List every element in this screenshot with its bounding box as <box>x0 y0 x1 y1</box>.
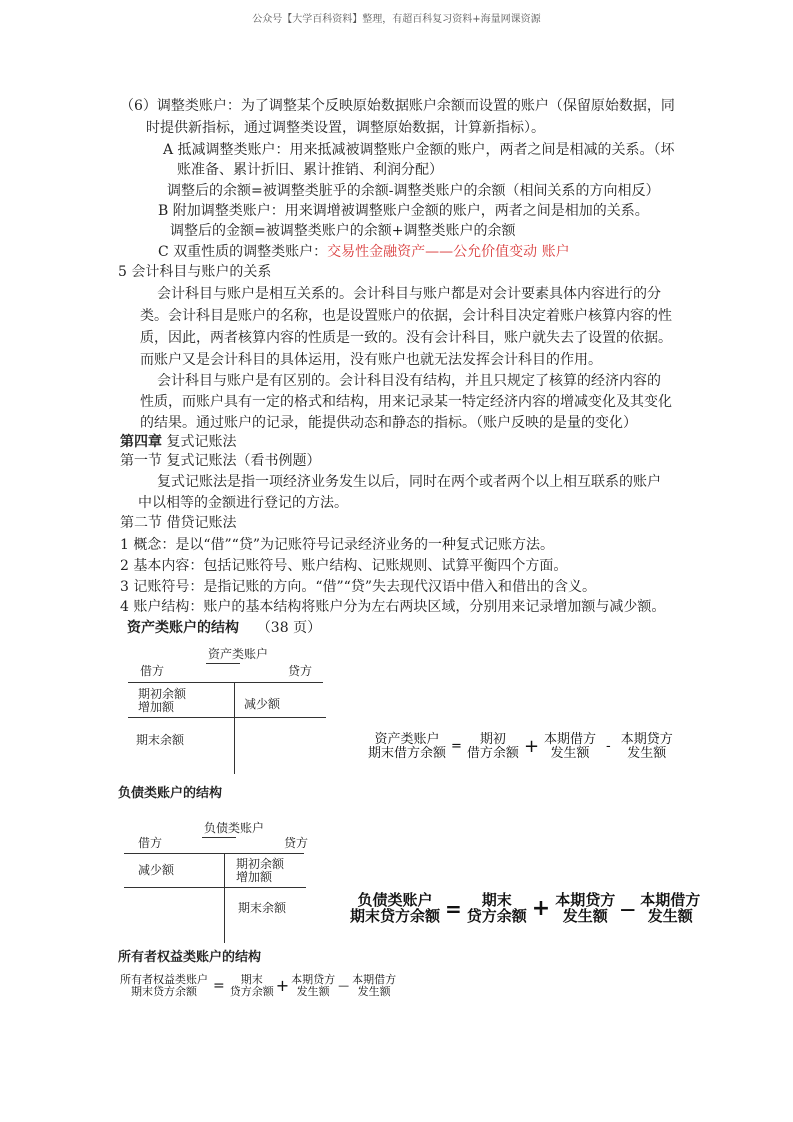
paragraph-line: 而账户又是会计科目的具体运用，没有账户也就无法发挥会计科目的作用。 <box>140 352 602 368</box>
formula-text: 发生额 <box>627 745 667 761</box>
t-horizontal-line <box>124 853 304 854</box>
formula-text: 资产类账户 <box>374 732 440 747</box>
credit-label: 贷方 <box>288 664 313 678</box>
equals-sign: = <box>213 977 225 994</box>
t-entry: 减少额 <box>244 697 281 711</box>
list-item: 2 基本内容：包括记账符号、账户结构、记账规则、试算平衡四个方面。 <box>120 558 568 574</box>
formula-text: 发生额 <box>296 984 330 998</box>
formula-text: 本期借方 <box>544 732 597 747</box>
formula-text: 期末借方余额 <box>368 745 447 761</box>
formula-text: 贷方余额 <box>466 906 527 925</box>
paragraph-line: 性质，而账户具有一定的格式和结构，用来记录某一特定经济内容的增减变化及其变化 <box>140 394 672 410</box>
paragraph-line: 时提供新指标，通过调整类设置，调整原始数据，计算新指标）。 <box>146 120 545 136</box>
chapter-number: 第四章 <box>120 434 162 450</box>
formula-text: 本期贷方 <box>620 732 673 747</box>
t-vertical-line <box>224 853 225 943</box>
formula-term <box>291 974 335 997</box>
formula-term <box>350 893 440 925</box>
t-horizontal-line <box>128 717 326 718</box>
formula-text: 本期贷方 <box>555 891 616 909</box>
formula-text: 发生额 <box>550 745 590 761</box>
subheading: 所有者权益类账户的结构 <box>118 950 262 965</box>
t-horizontal-line <box>124 887 306 888</box>
equity-balance-formula <box>120 974 396 997</box>
formula-term <box>621 733 673 760</box>
section-heading: 第一节 复式记账法（看书例题） <box>120 453 321 469</box>
t-account-title: 负债类账户 <box>204 821 265 835</box>
paragraph-line: 调整后的金额=被调整类账户的余额+调整类账户的余额 <box>170 223 516 239</box>
formula-text: 发生额 <box>647 906 693 925</box>
plus-sign: + <box>275 976 290 996</box>
t-entry: 期初余额 <box>138 687 187 701</box>
paragraph-line: 类。会计科目是账户的名称，也是设置账户的依据，会计科目决定着账户核算内容的性 <box>140 308 672 324</box>
subheading-title: 资产类账户的结构 <box>127 620 239 636</box>
t-entry: 期末余额 <box>136 733 185 747</box>
subheading <box>127 618 321 638</box>
section-heading: 5 会计科目与账户的关系 <box>118 264 272 280</box>
highlighted-text: 交易性金融资产——公允价值变动 账户 <box>327 244 570 260</box>
formula-term <box>544 733 596 760</box>
t-vertical-line <box>234 682 235 774</box>
formula-term <box>230 974 274 997</box>
formula-text: 期末 <box>240 973 263 986</box>
formula-term <box>368 733 446 760</box>
formula-text: 本期借方 <box>640 891 701 909</box>
t-entry: 期初余额 <box>236 857 285 871</box>
paragraph-line: B 附加调整类账户：用来调增被调整账户金额的账户，两者之间是相加的关系。 <box>158 203 649 219</box>
t-entry: 减少额 <box>138 863 175 877</box>
paragraph-line: 复式记账法是指一项经济业务发生以后，同时在两个或者两个以上相互联系的账户 <box>157 474 661 490</box>
formula-term <box>467 893 527 925</box>
chapter-title: 复式记账法 <box>166 434 237 450</box>
t-horizontal-line <box>128 682 323 683</box>
subheading: 负债类账户的结构 <box>118 786 223 801</box>
formula-text: 负债类账户 <box>357 891 433 909</box>
item-c-label: C 双重性质的调整类账户： <box>158 244 328 260</box>
list-item: 3 记账符号：是指记账的方向。“借”“贷”失去现代汉语中借入和借出的含义。 <box>120 579 596 595</box>
paragraph-line: 会计科目与账户是相互关系的。会计科目与账户都是对会计要素具体内容进行的分 <box>157 286 661 302</box>
title-underline <box>206 663 240 664</box>
formula-term <box>352 974 396 997</box>
paragraph-line: 会计科目与账户是有区别的。会计科目没有结构，并且只规定了核算的经济内容的 <box>157 373 661 389</box>
formula-text: 期末贷方余额 <box>350 906 441 925</box>
chapter-heading <box>120 432 236 452</box>
formula-term <box>120 974 208 997</box>
asset-t-account <box>128 648 328 778</box>
formula-text: 期末 <box>481 891 512 909</box>
formula-text: 所有者权益类账户 <box>120 973 208 986</box>
t-entry: 期末余额 <box>238 901 287 915</box>
section-heading: 第二节 借贷记账法 <box>120 515 237 531</box>
plus-sign: + <box>523 736 540 758</box>
formula-text: 借方余额 <box>466 745 519 761</box>
plus-sign: + <box>531 896 551 922</box>
debit-label: 借方 <box>140 664 165 678</box>
paragraph-line: 的结果。通过账户的记录，能提供动态和静态的指标。（账户反映的是量的变化） <box>140 415 637 431</box>
formula-text: 本期借方 <box>352 973 397 986</box>
paragraph-line: A 抵减调整类账户：用来抵减被调整账户金额的账户，两者之间是相减的关系。（坏 <box>163 142 675 158</box>
list-item: 4 账户结构：账户的基本结构将账户分为左右两块区域，分别用来记录增加额与减少额。 <box>120 599 666 615</box>
t-account-title: 资产类账户 <box>208 647 269 661</box>
formula-term <box>467 733 519 760</box>
formula-text: 发生额 <box>357 984 391 998</box>
minus-sign: — <box>338 979 350 993</box>
t-entry: 增加额 <box>138 700 175 714</box>
paragraph-line: （6）调整类账户：为了调整某个反映原始数据账户余额而设置的账户（保留原始数据，同 <box>120 98 675 114</box>
paragraph-line: 中以相等的金额进行登记的方法。 <box>138 495 348 511</box>
formula-text: 发生额 <box>562 906 608 925</box>
formula-text: 本期贷方 <box>291 973 336 986</box>
paragraph-line <box>158 242 570 262</box>
liability-t-account <box>124 820 324 945</box>
t-entry: 增加额 <box>236 870 273 884</box>
paragraph-line: 质，因此，两者核算内容的性质是一致的。没有会计科目，账户就失去了设置的依据。 <box>140 330 672 346</box>
paragraph-line: 调整后的余额=被调整类脏乎的余额-调整类账户的余额（相间关系的方向相反） <box>167 183 660 199</box>
liability-balance-formula <box>350 893 700 925</box>
paragraph-line: 账准备、累计折旧、累计推销、利润分配） <box>177 162 443 178</box>
minus-sign: - <box>606 739 611 755</box>
title-underline <box>202 837 236 838</box>
equals-sign: = <box>451 739 462 755</box>
page-reference: （38 页） <box>256 620 322 636</box>
page-header-watermark: 公众号【大学百科资料】整理，有超百科复习资料+海量网课资源 <box>252 14 541 25</box>
minus-sign: — <box>620 899 636 918</box>
formula-text: 贷方余额 <box>229 984 274 998</box>
debit-label: 借方 <box>138 836 163 850</box>
equals-sign: = <box>445 896 462 921</box>
formula-text: 期末贷方余额 <box>131 984 197 998</box>
credit-label: 贷方 <box>284 836 309 850</box>
formula-term <box>555 893 615 925</box>
asset-balance-formula <box>368 733 673 760</box>
formula-term <box>640 893 700 925</box>
formula-text: 期初 <box>479 732 506 747</box>
list-item: 1 概念：是以“借”“贷”为记账符号记录经济业务的一种复式记账方法。 <box>120 537 554 553</box>
